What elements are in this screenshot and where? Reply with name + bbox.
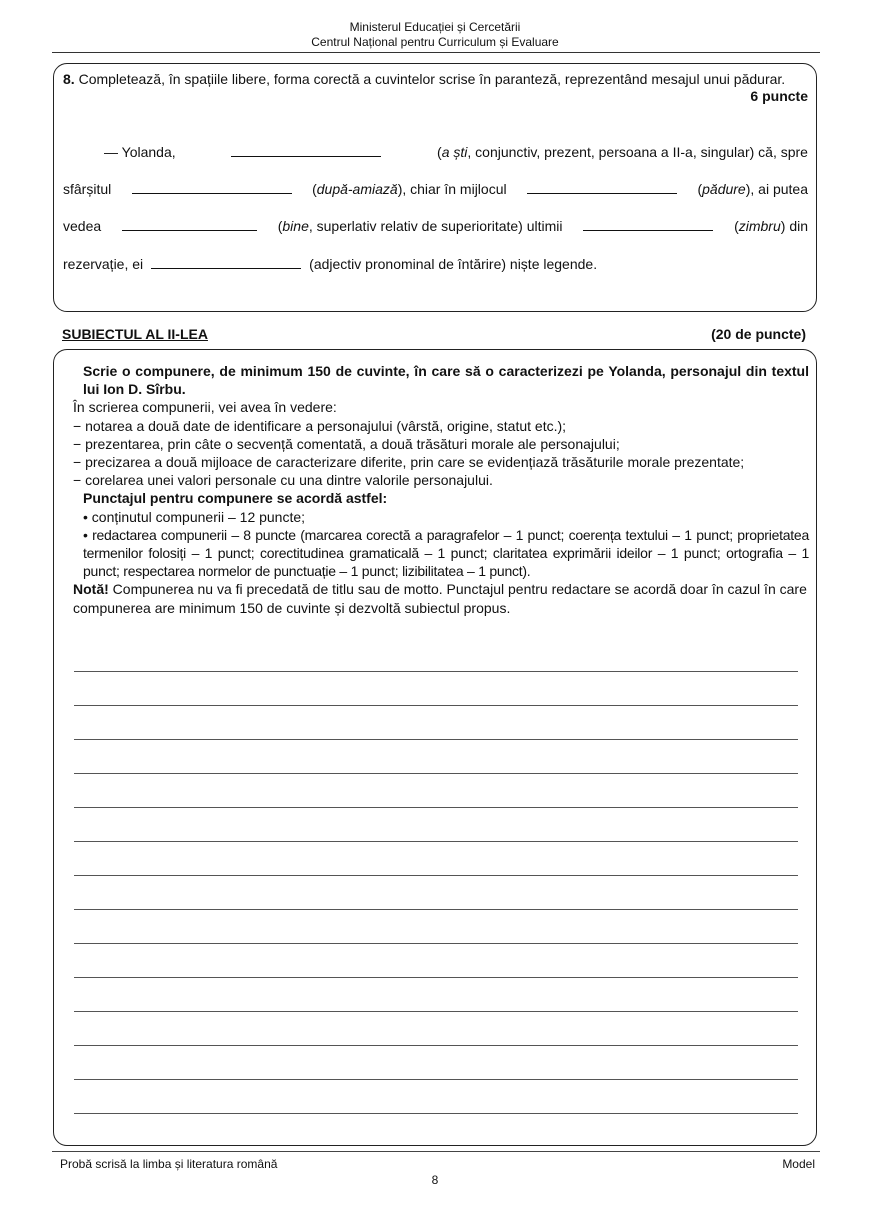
ministry-name: Ministerul Educației și Cercetării [349,20,521,34]
answer-line[interactable] [74,739,798,740]
answer-line[interactable] [74,671,798,672]
answer-line[interactable] [74,943,798,944]
score-content: • conținutul compunerii – 12 puncte; [83,508,306,525]
subject-2-title: SUBIECTUL AL II-LEA [62,326,208,342]
answer-line[interactable] [74,807,798,808]
blank-1[interactable] [231,142,381,157]
question-8-points: 6 puncte [750,88,808,104]
answer-line[interactable] [74,1113,798,1114]
page-header [0,20,870,50]
center-name: Centrul Național pentru Curriculum și Evaluare [311,35,559,49]
fill-line-4: rezervație, ei (adjectiv pronominal de întărire) niște legende. [63,256,598,272]
requirement-1: − notarea a două date de identificare a personajului (vârstă, origine, statut etc.); [73,417,567,434]
footer-exam-name: Probă scrisă la limba și literatura română [60,1157,278,1171]
answer-line[interactable] [74,1079,798,1080]
note-label: Notă! [73,581,109,598]
subject-2-box [53,349,817,1146]
answer-line[interactable] [74,841,798,842]
requirements-intro: În scrierea compunerii, vei avea în vedere: [73,399,337,416]
answer-line[interactable] [74,875,798,876]
scoring-title: Punctajul pentru compunere se acordă astfel: [83,490,388,507]
footer-model-label: Model [782,1157,815,1171]
answer-line[interactable] [74,705,798,706]
essay-task: Scrie o compunere, de minimum 150 de cuvinte, în care să o caracterizezi pe Yolanda, personajul din textul lui Ion D. Sîrbu. [83,363,809,398]
note [63,580,809,616]
answer-line[interactable] [74,1011,798,1012]
subject-2-points: (20 de puncte) [711,326,806,342]
answer-line[interactable] [74,773,798,774]
blank-3[interactable] [527,179,677,194]
question-number: 8. [63,71,75,87]
question-8-box [53,63,817,312]
footer-divider [52,1151,820,1152]
requirement-3: − precizarea a două mijloace de caracterizare diferite, prin care se evidențiază trăsăturile morale prezentate; [73,454,745,471]
blank-4[interactable] [122,216,257,231]
fill-line-1: — Yolanda, (a ști, conjunctiv, prezent, persoana a II-a, singular) că, spre [104,144,808,160]
page-number: 8 [431,1173,439,1187]
blank-5[interactable] [583,216,713,231]
answer-line[interactable] [74,909,798,910]
question-text: Completează, în spațiile libere, forma corectă a cuvintelor scrise în paranteză, reprezentând mesajul unui pădurar. [78,71,786,87]
requirement-4: − corelarea unei valori personale cu una dintre valorile personajului. [73,472,493,489]
note-text: Compunerea nu va fi precedată de titlu sau de motto. Punctajul pentru redactare se acordă doar în cazul în care compunerea are minimum 150 de cuvinte și dezvoltă subiectul propus. [73,581,807,616]
fill-line-3: vedea (bine, superlativ relativ de superioritate) ultimii (zimbru) din [63,218,808,234]
score-writing: • redactarea compunerii – 8 puncte (marcarea corectă a paragrafelor – 1 punct; coerența textului – 1 punct; proprietatea termenilor folosiți – 1 punct; corectitudinea gramaticală – 1 punct; claritatea exprimării ideilor – 1 punct; ortografia – 1 punct; respectarea normelor de punctuație – 1 punct; lizibilitatea – 1 punct). [83,526,809,580]
fill-line-2: sfârșitul (după-amiază), chiar în mijlocul (pădure), ai putea [63,181,808,197]
blank-2[interactable] [132,179,292,194]
header-divider [52,52,820,53]
question-8-instruction [63,70,809,88]
answer-line[interactable] [74,1045,798,1046]
answer-line[interactable] [74,977,798,978]
subject-2-content [63,362,809,617]
blank-6[interactable] [151,254,301,269]
requirement-2: − prezentarea, prin câte o secvență comentată, a două trăsături morale ale personajului; [73,435,620,452]
